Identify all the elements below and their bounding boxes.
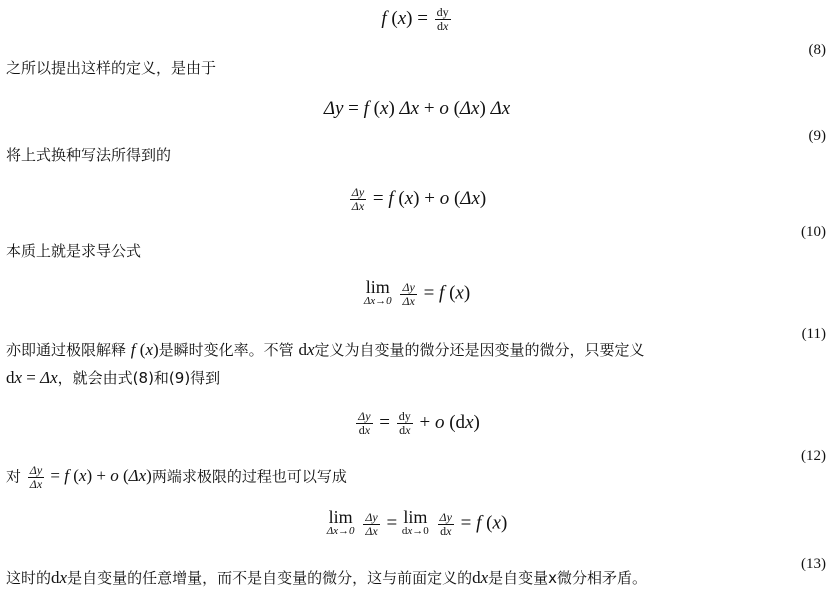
paragraph-1: 之所以提出这样的定义，是由于 xyxy=(6,59,217,77)
equation-9: Δy = f (x) Δx + o (Δx) Δx xyxy=(323,98,511,119)
equation-11: lim Δx→0 $\frac{\Delta y}{\Delta x}$ = f (x) xyxy=(363,277,471,308)
equation-10: $\frac{\Delta y}{\Delta x}$ = f (x) + o (Δx) xyxy=(351,185,487,213)
paragraph-5 xyxy=(6,368,220,388)
paragraph-4-part-b: 是瞬时变化率。不管 xyxy=(158,341,294,359)
equation-13: lim Δx→0 $\frac{\Delta y}{\Delta x}$ = lim dx→0 $\frac{\Delta y}{dx}$ = f (x) xyxy=(326,507,508,538)
inline-math-dx-3: dx xyxy=(472,568,489,587)
equation-number-8: (8) xyxy=(808,42,826,58)
inline-math-dx-eq-deltax: dx = Δx xyxy=(6,368,58,387)
paragraph-7-part-b: 是自变量的任意增量，而不是自变量的微分，这与前面定义的 xyxy=(67,569,473,587)
paragraph-5-text: ，就会由式(8)和(9)得到 xyxy=(57,369,221,387)
inline-math-fx: f (x) xyxy=(130,340,159,359)
paragraph-4-part-c: 定义为自变量的微分还是因变量的微分，只要定义 xyxy=(314,341,645,359)
paragraph-6 xyxy=(6,464,347,491)
equation-number-11: (11) xyxy=(801,326,826,342)
equation-number-12: (12) xyxy=(801,448,826,464)
equation-8: f (x) = $\frac{dy}{dx}$ xyxy=(381,5,449,33)
paragraph-6-part-b: 两端求极限的过程也可以写成 xyxy=(151,467,347,486)
inline-math-dx-2: dx xyxy=(51,568,68,587)
inline-math-eq10: $\frac{\Delta y}{\Delta x}$ = f (x) + o (Δx) xyxy=(29,463,152,491)
paragraph-6-part-a: 对 xyxy=(6,467,22,486)
paragraph-7-part-c: 是自变量x微分相矛盾。 xyxy=(488,569,648,587)
equation-number-10: (10) xyxy=(801,224,826,240)
paragraph-2: 将上式换种写法所得到的 xyxy=(6,146,172,164)
paragraph-7-part-a: 这时的 xyxy=(6,569,52,587)
equation-number-9: (9) xyxy=(808,128,826,144)
equation-12: $\frac{\Delta y}{dx}$ = $\frac{dy}{dx}$ + o (dx) xyxy=(358,409,480,437)
paragraph-7 xyxy=(6,568,647,588)
paragraph-4 xyxy=(6,340,645,360)
paragraph-4-part-a: 亦即通过极限解释 xyxy=(6,341,127,359)
paragraph-3: 本质上就是求导公式 xyxy=(6,242,142,260)
inline-math-dx: dx xyxy=(298,340,315,359)
equation-number-13: (13) xyxy=(801,556,826,572)
